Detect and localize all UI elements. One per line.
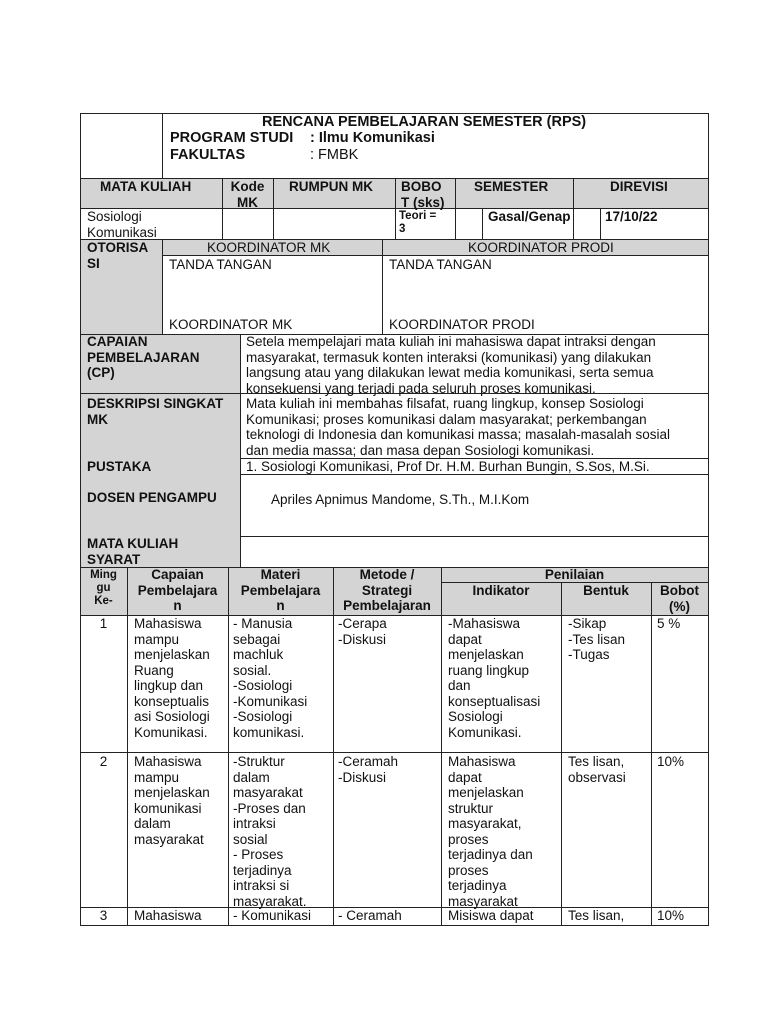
pustaka-text: 1. Sosiologi Komunikasi, Prof Dr. H.M. Burhan Bungin, S.Sos, M.Si. — [246, 459, 650, 474]
course-value-direvisi: 17/10/22 — [605, 209, 658, 224]
row-capaian: Mahasiswa mampu menjelaskan komunikasi dalam masyarakat — [134, 754, 210, 847]
row-minggu: 2 — [99, 754, 108, 769]
course-head-rumpun: RUMPUN MK — [289, 179, 373, 194]
dosen-label: DOSEN PENGAMPU — [87, 490, 217, 505]
row-bobot: 10% — [657, 754, 685, 769]
otorisasi-label: OTORISA SI — [87, 240, 149, 271]
row-bentuk: -Sikap -Tes lisan -Tugas — [568, 616, 626, 662]
row-bobot: 10% — [657, 908, 685, 923]
row-metode: -Cerapa -Diskusi — [338, 616, 387, 647]
row-materi: -Struktur dalam masyarakat -Proses dan intraksi sosial - Proses terjadinya intraksi si masyarakat. — [233, 754, 307, 909]
course-head-bobot: BOBO T (sks) — [401, 179, 445, 210]
row-indikator: -Mahasiswa dapat menjelaskan ruang lingkup dan konseptualisasi Sosiologi Komunikasi. — [448, 616, 541, 740]
schedule-head-bentuk: Bentuk — [583, 583, 629, 598]
schedule-head-capaian: Capaian Pembelajara n — [137, 567, 218, 613]
row-indikator: Misiswa dapat — [448, 908, 534, 923]
document-title: RENCANA PEMBELAJARAN SEMESTER (RPS) — [262, 114, 587, 130]
course-head-kode: Kode MK — [230, 179, 265, 210]
schedule-head-minggu: Ming gu Ke- — [90, 569, 117, 607]
fakultas-label: FAKULTAS — [170, 147, 246, 163]
row-bentuk: Tes lisan, — [568, 908, 625, 923]
row-minggu: 1 — [99, 616, 108, 631]
row-indikator: Mahasiswa dapat menjelaskan struktur masyarakat, proses terjadinya dan proses terjadinya masyarakat — [448, 754, 533, 909]
signature-koordinator-prodi: KOORDINATOR PRODI — [389, 317, 535, 332]
otorisasi-koordinator-mk: KOORDINATOR MK — [207, 240, 331, 255]
syarat-label: MATA KULIAH SYARAT — [87, 536, 179, 567]
schedule-head-penilaian: Penilaian — [544, 567, 605, 582]
row-materi: - Komunikasi — [233, 908, 312, 923]
row-capaian: Mahasiswa — [134, 908, 202, 923]
course-head-mata-kuliah: MATA KULIAH — [100, 179, 192, 194]
program-studi-value: : Ilmu Komunikasi — [310, 130, 435, 146]
pustaka-label: PUSTAKA — [87, 459, 152, 474]
row-bobot: 5 % — [657, 616, 681, 631]
course-value-semester: Gasal/Genap — [488, 209, 571, 224]
signature-koordinator-mk: KOORDINATOR MK — [169, 317, 293, 332]
schedule-head-bobot: Bobot (%) — [660, 583, 699, 614]
schedule-head-materi: Materi Pembelajara n — [240, 567, 321, 613]
otorisasi-koordinator-prodi: KOORDINATOR PRODI — [468, 240, 614, 255]
tanda-tangan-mk: TANDA TANGAN — [169, 257, 272, 272]
course-value-bobot: Teori = 3 — [399, 210, 437, 235]
deskripsi-label: DESKRIPSI SINGKAT MK — [87, 396, 224, 427]
fakultas-value: : FMBK — [310, 147, 359, 163]
dosen-text: Apriles Apnimus Mandome, S.Th., M.I.Kom — [271, 492, 530, 507]
row-metode: - Ceramah — [338, 908, 402, 923]
schedule-head-metode: Metode / Strategi Pembelajaran — [343, 567, 431, 613]
row-metode: -Ceramah -Diskusi — [338, 754, 399, 785]
row-materi: - Manusia sebagai machluk sosial. -Sosiologi -Komunikasi -Sosiologi komunikasi. — [233, 616, 308, 740]
course-head-direvisi: DIREVISI — [610, 179, 668, 194]
row-minggu: 3 — [99, 908, 108, 923]
schedule-head-indikator: Indikator — [472, 583, 530, 598]
course-value-mata-kuliah: Sosiologi Komunikasi — [87, 209, 157, 240]
cp-text: Setela mempelajari mata kuliah ini mahasiswa dapat intraksi dengan masyarakat, termasuk konten interaksi (komunikasi) yang dilakukan langsung atau yang dilakukan lewat media komunikasi, serta semua konsekuensi yang terjadi pada seluruh proses komunikasi. — [246, 334, 656, 396]
row-bentuk: Tes lisan, observasi — [568, 754, 626, 785]
row-capaian: Mahasiswa mampu menjelaskan Ruang lingkup dan konseptualis asi Sosiologi Komunikasi. — [134, 616, 210, 740]
tanda-tangan-prodi: TANDA TANGAN — [389, 257, 492, 272]
deskripsi-text: Mata kuliah ini membahas filsafat, ruang lingkup, konsep Sosiologi Komunikasi; proses komunikasi dalam masyarakat; perkembangan teknologi di Indonesia dan komunikasi massa; masalah-masalah sosial dan media massa; dan masa depan Sosiologi komunikasi. — [246, 396, 670, 458]
course-head-semester: SEMESTER — [474, 179, 549, 194]
cp-label: CAPAIAN PEMBELAJARAN (CP) — [87, 334, 200, 380]
program-studi-label: PROGRAM STUDI — [170, 130, 294, 146]
